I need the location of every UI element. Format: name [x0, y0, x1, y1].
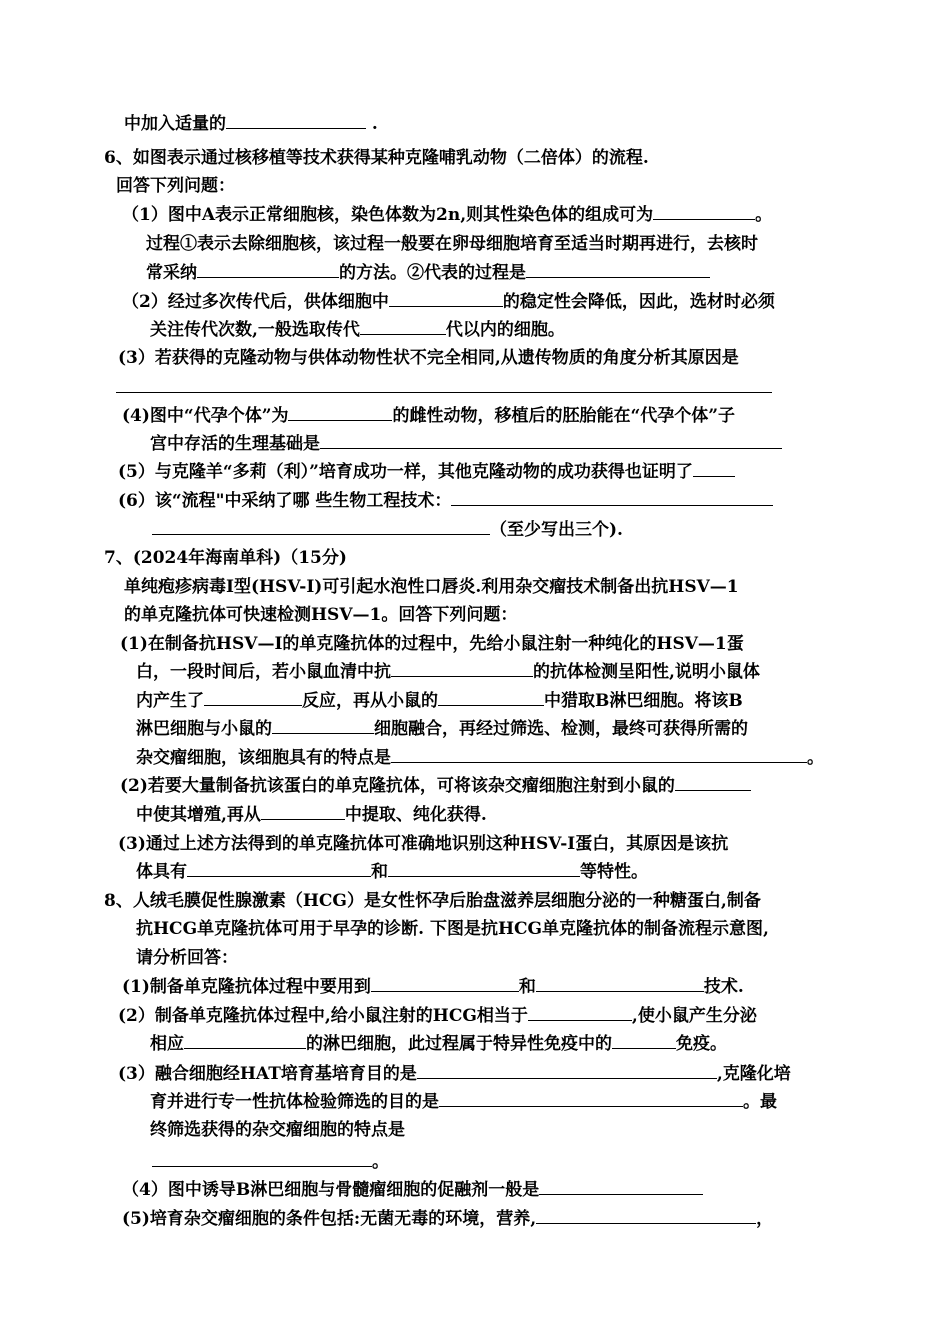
text-run: 。	[755, 205, 773, 225]
text-line	[120, 632, 744, 656]
text-run: (3）若获得的克隆动物与供体动物性状不完全相同,从遗传物质的角度分析其原因是	[118, 348, 739, 368]
text-run: 过程①表示去除细胞核，该过程一般要在卵母细胞培育至适当时期再进行，去核时	[146, 234, 758, 254]
text-line	[124, 112, 378, 136]
text-run: 终筛选获得的杂交瘤细胞的特点是	[150, 1120, 405, 1140]
text-run: ,克隆化培	[716, 1064, 791, 1084]
answer-blank	[653, 203, 755, 220]
text-run: 中使其增殖,再从	[136, 805, 261, 825]
text-run: 中加入适量的	[124, 114, 226, 134]
text-run: 中提取、纯化获得.	[344, 805, 487, 825]
answer-blank	[439, 1090, 743, 1107]
text-run: 细胞融合，再经过筛选、检测，最终可获得所需的	[374, 719, 748, 739]
text-line	[152, 1150, 389, 1174]
text-run: 。	[372, 1152, 389, 1172]
text-run: 白，一段时间后，若小鼠血清中抗	[136, 662, 391, 682]
text-run: 常采纳	[146, 263, 197, 283]
answer-blank	[536, 1207, 756, 1224]
question-heading	[104, 889, 761, 913]
text-line	[136, 689, 743, 713]
text-run: 的单克隆抗体可快速检测HSV—1。回答下列问题：	[124, 605, 518, 625]
text-line	[120, 774, 751, 798]
text-run: 请分析回答：	[136, 948, 238, 968]
answer-blank	[152, 518, 490, 535]
text-line	[122, 203, 772, 227]
answer-blank	[391, 660, 533, 677]
text-line	[146, 261, 710, 285]
text-run: 和	[371, 862, 388, 882]
text-run: （至少写出三个).	[490, 520, 623, 540]
text-line	[122, 1178, 703, 1202]
text-run: 单纯疱疹病毒Ⅰ型(HSV-I)可引起水泡性口唇炎.利用杂交瘤技术制备出抗HSV—1	[124, 577, 739, 597]
text-line	[152, 518, 623, 542]
text-run: 等特性。	[580, 862, 648, 882]
answer-blank	[152, 1150, 372, 1167]
text-line	[136, 917, 769, 941]
text-run: 杂交瘤细胞，该细胞具有的特点是	[136, 748, 391, 768]
text-line	[150, 1032, 727, 1056]
text-line	[122, 404, 735, 428]
text-run: (3）融合细胞经HAT培育基培育目的是	[118, 1064, 417, 1084]
text-line	[122, 1207, 773, 1231]
question-heading	[104, 546, 347, 570]
text-run: 的方法。②代表的过程是	[339, 263, 526, 283]
text-run: 的稳定性会降低，因此，选材时必须	[502, 292, 775, 312]
text-run: 反应，再从小鼠的	[302, 691, 438, 711]
text-line	[136, 860, 648, 884]
text-run: 。最	[743, 1092, 777, 1112]
answer-blank	[528, 1004, 632, 1021]
text-line	[122, 975, 744, 999]
text-line	[150, 1118, 405, 1142]
text-run: 宫中存活的生理基础是	[150, 434, 320, 454]
text-line	[150, 1090, 777, 1114]
answer-blank	[184, 1032, 306, 1049]
text-run: .	[366, 114, 378, 134]
text-line	[122, 290, 775, 314]
text-run: (2)若要大量制备抗该蛋白的单克隆抗体，可将该杂交瘤细胞注射到小鼠的	[120, 776, 675, 796]
text-line	[136, 660, 760, 684]
text-run: (1)在制备抗HSV—I的单克隆抗体的过程中，先给小鼠注射一种纯化的HSV—1蛋	[120, 634, 744, 654]
text-run: 。	[807, 748, 824, 768]
answer-blank	[536, 975, 704, 992]
question-heading	[104, 146, 649, 170]
text-run: 淋巴细胞与小鼠的	[136, 719, 272, 739]
answer-blank	[226, 112, 366, 129]
answer-blank	[417, 1062, 717, 1079]
text-run: 免疫。	[676, 1034, 727, 1054]
text-run: (1)制备单克隆抗体过程中要用到	[122, 977, 371, 997]
text-run: 抗HCG单克隆抗体可用于早孕的诊断. 下图是抗HCG单克隆抗体的制备流程示意图,	[136, 919, 769, 939]
text-run: 6、如图表示通过核移植等技术获得某种克隆哺乳动物（二倍体）的流程.	[104, 148, 649, 168]
text-run: (4)图中“代孕个体”为	[122, 406, 289, 426]
text-run: 内产生了	[136, 691, 204, 711]
text-run: ，	[756, 1209, 774, 1229]
answer-blank	[320, 432, 782, 449]
text-run: (3)通过上述方法得到的单克隆抗体可准确地识别这种HSV-I蛋白，其原因是该抗	[118, 834, 729, 854]
text-run: ,使小鼠产生分泌	[631, 1006, 757, 1026]
text-line	[150, 432, 782, 456]
text-run: 相应	[150, 1034, 184, 1054]
text-line	[116, 174, 235, 198]
answer-blank	[389, 290, 503, 307]
text-run: 育并进行专一性抗体检验筛选的目的是	[150, 1092, 439, 1112]
answer-blank	[261, 803, 345, 820]
text-run: （2）经过多次传代后，供体细胞中	[122, 292, 389, 312]
text-run: 的雌性动物，移植后的胚胎能在“代孕个体”子	[392, 406, 736, 426]
answer-blank	[438, 689, 544, 706]
text-line	[118, 346, 739, 370]
answer-blank	[388, 860, 580, 877]
text-line	[150, 318, 565, 342]
text-line	[136, 803, 487, 827]
text-run: 体具有	[136, 862, 187, 882]
answer-blank	[539, 1178, 703, 1195]
answer-blank	[526, 261, 710, 278]
text-run: (5）与克隆羊“多莉（利）”培育成功一样，其他克隆动物的成功获得也证明了	[118, 462, 693, 482]
text-run: (2）制备单克隆抗体过程中,给小鼠注射的HCG相当于	[118, 1006, 528, 1026]
text-run: 和	[518, 977, 536, 997]
answer-blank	[612, 1032, 676, 1049]
text-line	[118, 832, 728, 856]
text-run: （1）图中A表示正常细胞核，染色体数为2n,则其性染色体的组成可为	[122, 205, 654, 225]
answer-blank	[371, 975, 519, 992]
text-run: 的抗体检测呈阳性,说明小鼠体	[533, 662, 760, 682]
answer-blank	[197, 261, 339, 278]
answer-blank	[187, 860, 371, 877]
text-run: 技术.	[703, 977, 744, 997]
text-run: （4）图中诱导B淋巴细胞与骨髓瘤细胞的促融剂一般是	[122, 1180, 540, 1200]
text-run: 回答下列问题：	[116, 176, 235, 196]
text-run: 中猎取B淋巴细胞。将该B	[544, 691, 743, 711]
text-run: 代以内的细胞。	[445, 320, 565, 340]
answer-line	[116, 392, 772, 393]
answer-blank	[204, 689, 302, 706]
answer-blank	[391, 746, 807, 763]
text-line	[136, 746, 824, 770]
text-line	[136, 717, 748, 741]
text-run: 关注传代次数,一般选取传代	[150, 320, 360, 340]
text-run: 的淋巴细胞，此过程属于特异性免疫中的	[306, 1034, 612, 1054]
answer-blank	[675, 774, 751, 791]
text-line	[118, 1004, 757, 1028]
text-run: (5)培育杂交瘤细胞的条件包括:无菌无毒的环境，营养,	[122, 1209, 537, 1229]
text-run: (6）该“流程"中采纳了哪 些生物工程技术：	[118, 491, 452, 511]
text-line	[124, 603, 517, 627]
answer-blank	[693, 460, 735, 477]
text-run: 8、人绒毛膜促性腺激素（HCG）是女性怀孕后胎盘滋养层细胞分泌的一种糖蛋白,制备	[104, 891, 761, 911]
text-line	[136, 946, 238, 970]
answer-blank	[272, 717, 374, 734]
answer-blank	[451, 489, 773, 506]
text-line	[118, 489, 773, 513]
text-run: 7、(2024年海南单科)（15分)	[104, 548, 347, 568]
answer-blank	[288, 404, 392, 421]
answer-blank	[360, 318, 446, 335]
text-line	[118, 460, 735, 484]
text-line	[124, 575, 739, 599]
text-line	[146, 232, 758, 256]
text-line	[118, 1062, 791, 1086]
